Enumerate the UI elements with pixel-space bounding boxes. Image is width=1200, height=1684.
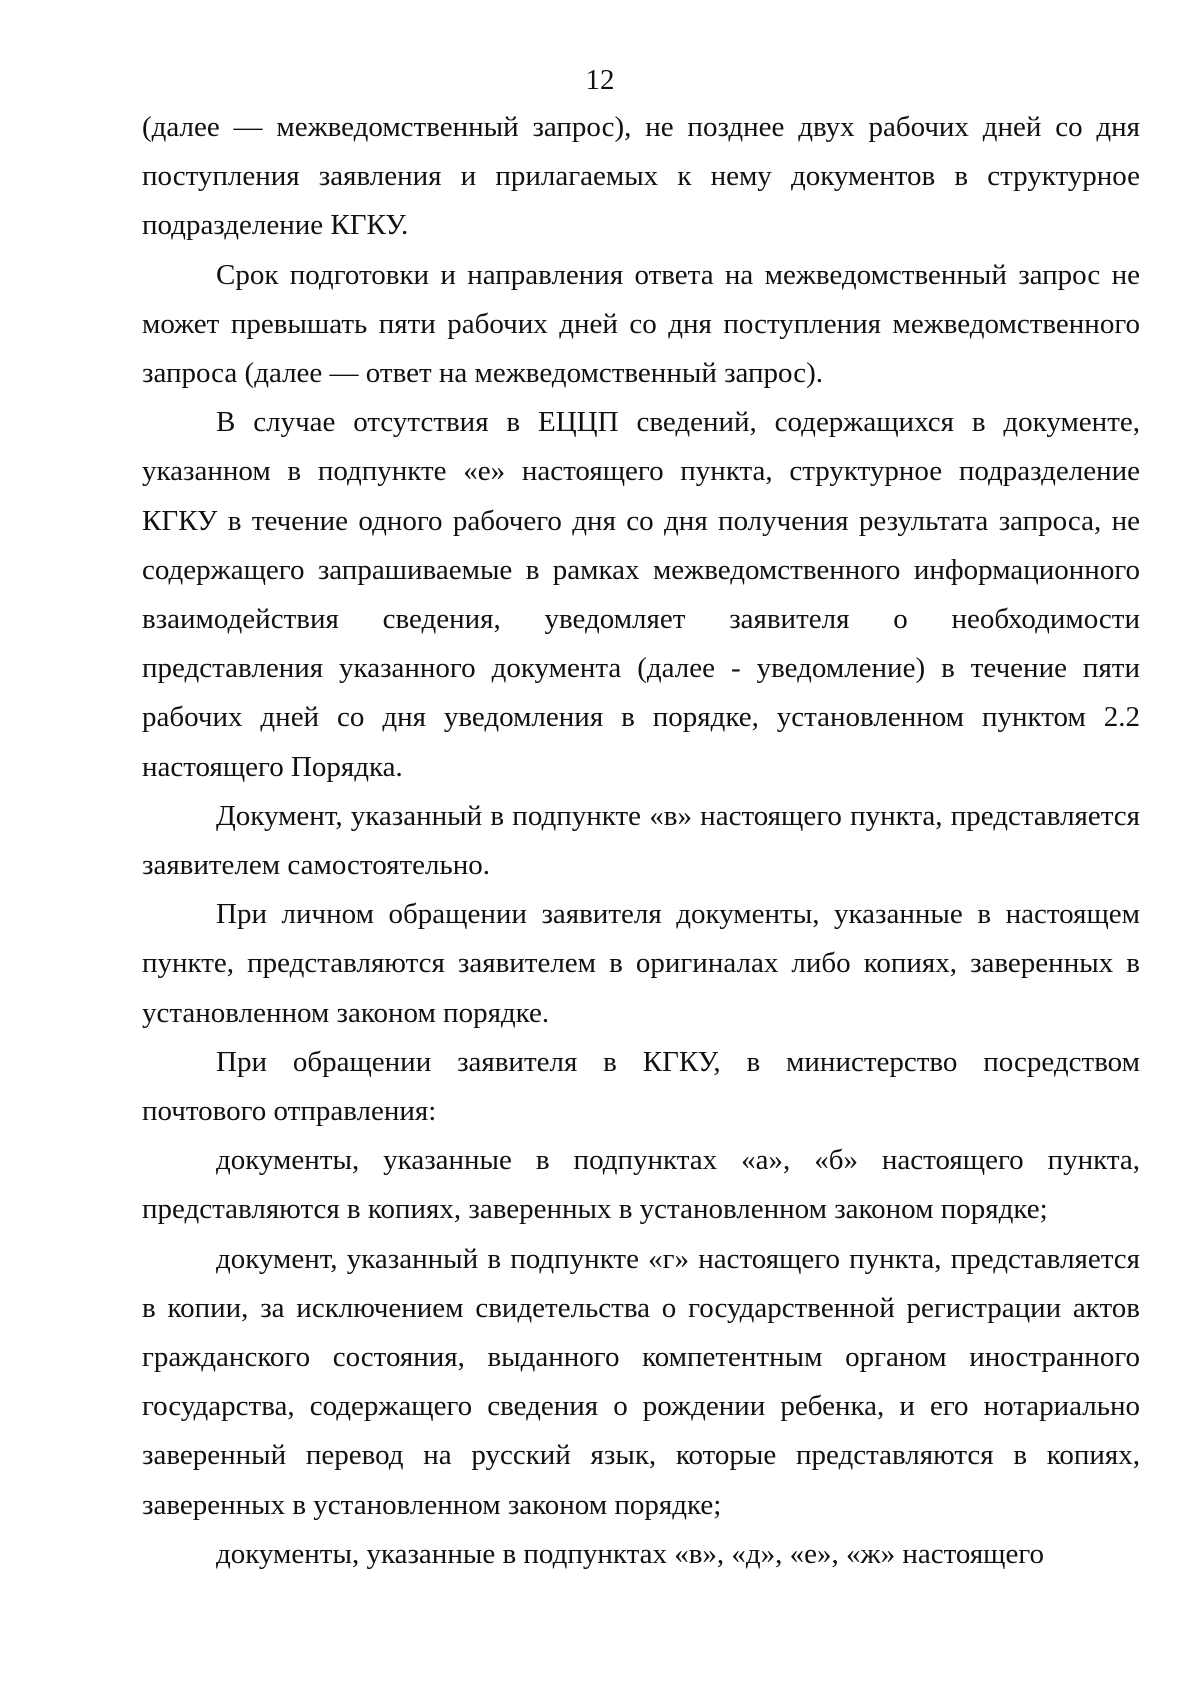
paragraph: В случае отсутствия в ЕЦЦП сведений, содержащихся в документе, указанном в подпункте «е» настоящего пункта, структурное подразделение КГКУ в течение одного рабочего дня со дня получения результата запроса, не содержащего запрашиваемые в рамках межведомственного информационного взаимодействия сведения, уведомляет заявителя о необходимости представления указанного документа (далее - уведомление) в течение пяти рабочих дней со дня уведомления в порядке, установленном пунктом 2.2 настоящего Порядка.: [142, 406, 1140, 783]
paragraph: Срок подготовки и направления ответа на межведомственный запрос не может превышать пяти рабочих дней со дня поступления межведомственного запроса (далее — ответ на межведомственный запрос).: [142, 258, 1140, 390]
document-body: [142, 103, 1140, 1579]
paragraph: документы, указанные в подпунктах «в», «д», «е», «ж» настоящего: [216, 1537, 1045, 1570]
paragraph: При личном обращении заявителя документы, указанные в настоящем пункте, представляются заявителем в оригиналах либо копиях, заверенных в установленном законом порядке.: [142, 898, 1140, 1029]
page-number: 12: [585, 64, 615, 96]
paragraph: документы, указанные в подпунктах «а», «б» настоящего пункта, представляются в копиях, заверенных в установленном законом порядке;: [142, 1144, 1140, 1226]
paragraph-continuation: (далее — межведомственный запрос), не позднее двух рабочих дней со дня поступления заявления и прилагаемых к нему документов в структурное подразделение КГКУ.: [142, 111, 1140, 242]
paragraph: документ, указанный в подпункте «г» настоящего пункта, представляется в копии, за исключением свидетельства о государственной регистрации актов гражданского состояния, выданного компетентным органом иностранного государства, содержащего сведения о рождении ребенка, и его нотариально заверенный перевод на русский язык, которые представляются в копиях, заверенных в установленном законом порядке;: [142, 1242, 1140, 1521]
paragraph: При обращении заявителя в КГКУ, в министерство посредством почтового отправления:: [142, 1045, 1140, 1128]
paragraph: Документ, указанный в подпункте «в» настоящего пункта, представляется заявителем самостоятельно.: [142, 799, 1140, 882]
